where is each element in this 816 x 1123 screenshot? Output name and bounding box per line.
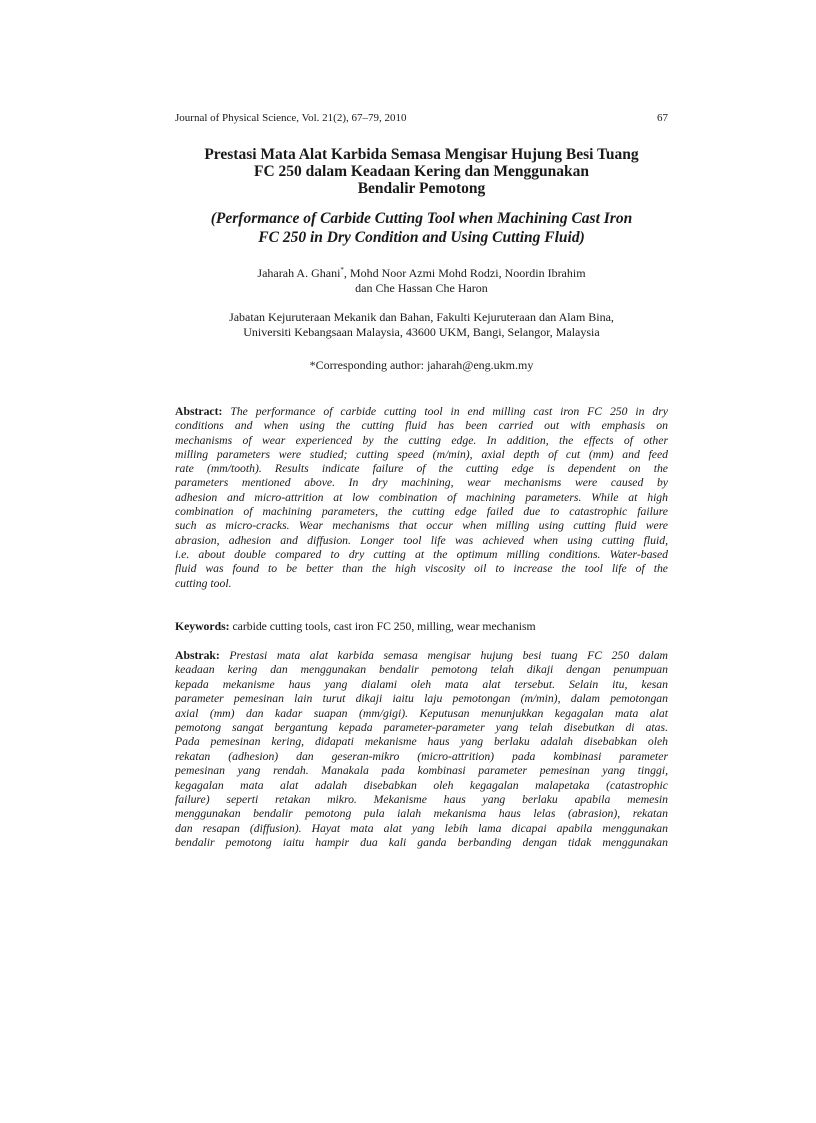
title-english — [175, 209, 668, 247]
author-line: dan Che Hassan Che Haron — [355, 281, 488, 295]
abstrak-line: Pada pemesinan kering, didapati mekanisme haus yang berlaku adalah disebabkan oleh — [175, 735, 668, 749]
abstract-line: milling parameters were studied; cutting speed (m/min), axial depth of cut (mm) and feed — [175, 447, 668, 461]
abstrak-line: bendalir pemotong iaitu hampir dua kali ganda berbanding dengan tidak menggunakan — [175, 836, 668, 850]
title-malay — [175, 146, 668, 197]
abstract-english — [175, 405, 668, 591]
abstract-line: rate (mm/tooth). Results indicate failure of the cutting edge is dependent on the — [175, 462, 668, 476]
abstract-line: cutting tool. — [175, 576, 232, 590]
affiliation-line: Jabatan Kejuruteraan Mekanik dan Bahan, Fakulti Kejuruteraan dan Alam Bina, — [229, 310, 614, 324]
abstrak-line: menggunakan bendalir pemotong pula ialah mekanisma haus lelas (abrasion), rekatan — [175, 807, 668, 821]
page-number: 67 — [657, 112, 668, 124]
abstract-line: Abstract: The performance of carbide cutting tool in end milling cast iron FC 250 in dry — [175, 405, 668, 418]
affiliation — [175, 310, 668, 340]
abstrak-line: kegagalan mata alat adalah disebabkan oleh kegagalan malapetaka (catastrophic — [175, 778, 668, 792]
author-list — [175, 263, 668, 296]
corresponding-mark: * — [340, 266, 344, 274]
abstract-malay — [175, 649, 668, 851]
abstract-line: adhesion and micro-attrition at low combination of machining parameters. While at high — [175, 490, 668, 504]
abstract-label: Abstract: — [175, 405, 223, 418]
abstrak-line: pemotong sangat bergantung kepada parameter-parameter yang telah disebutkan di atas. — [175, 721, 668, 735]
running-header — [175, 112, 668, 124]
abstract-line: parameters mentioned above. In dry machining, wear mechanisms were caused by — [175, 476, 668, 490]
abstract-line: such as micro-cracks. Wear mechanisms that occur when milling using cutting fluid were — [175, 519, 668, 533]
abstract-line: abrasion, adhesion and diffusion. Longer tool life was achieved when using cutting fluid, — [175, 533, 668, 547]
abstrak-line: failure) seperti retakan mikro. Mekanisme haus yang berlaku apabila memesin — [175, 793, 668, 807]
keywords — [175, 620, 668, 633]
abstract-line: mechanisms of wear experienced by the cutting edge. In addition, the effects of other — [175, 433, 668, 447]
abstract-line: fluid was found to be better than the high viscosity oil to increase the tool life of the — [175, 562, 668, 576]
abstrak-line: keadaan kering dan menggunakan bendalir pemotong telah dikaji dengan penumpuan — [175, 663, 668, 677]
first-author: Jaharah A. Ghani — [257, 266, 341, 280]
abstrak-line: Abstrak: Prestasi mata alat karbida semasa mengisar hujung besi tuang FC 250 dalam — [175, 649, 668, 662]
abstrak-label: Abstrak: — [175, 649, 220, 662]
abstrak-line: rekatan (adhesion) dan geseran-mikro (micro-attrition) pada kombinasi parameter — [175, 749, 668, 763]
author-line — [175, 263, 668, 281]
affiliation-line: Universiti Kebangsaan Malaysia, 43600 UKM, Bangi, Selangor, Malaysia — [243, 325, 600, 339]
abstrak-line: pemesinan yang rendah. Manakala pada kombinasi parameter pemesinan yang tinggi, — [175, 764, 668, 778]
abstrak-line: kepada mekanisme haus yang dialami oleh mata alat tersebut. Selain itu, kesan — [175, 677, 668, 691]
keywords-label: Keywords: — [175, 620, 230, 633]
title-line: Prestasi Mata Alat Karbida Semasa Mengisar Hujung Besi Tuang — [204, 146, 639, 163]
abstrak-line: parameter pemesinan lain turut dikaji iaitu laju pemotongan (m/min), dalam pemotongan — [175, 692, 668, 706]
title-line: FC 250 in Dry Condition and Using Cutting Fluid) — [258, 229, 585, 246]
corresponding-author: *Corresponding author: jaharah@eng.ukm.my — [309, 358, 534, 372]
abstract-line: i.e. about double compared to dry cutting at the optimum milling conditions. Water-based — [175, 547, 668, 561]
title-line: Bendalir Pemotong — [357, 180, 486, 197]
abstract-line: conditions and when using the cutting fluid has been carried out with emphasis on — [175, 419, 668, 433]
abstrak-line: axial (mm) dan kadar suapan (mm/gigi). Keputusan menunjukkan kegagalan mata alat — [175, 706, 668, 720]
keywords-text: carbide cutting tools, cast iron FC 250, milling, wear mechanism — [232, 620, 536, 633]
abstract-line: combination of machining parameters, the cutting edge failed due to catastrophic failure — [175, 505, 668, 519]
title-line: (Performance of Carbide Cutting Tool when Machining Cast Iron — [210, 210, 633, 227]
other-authors: , Mohd Noor Azmi Mohd Rodzi, Noordin Ibrahim — [343, 266, 586, 280]
journal-citation: Journal of Physical Science, Vol. 21(2), 67–79, 2010 — [175, 112, 407, 124]
abstrak-line: dan resapan (diffusion). Hayat mata alat yang lebih lama dicapai apabila menggunakan — [175, 821, 668, 835]
title-line: FC 250 dalam Keadaan Kering dan Menggunakan — [253, 163, 590, 180]
